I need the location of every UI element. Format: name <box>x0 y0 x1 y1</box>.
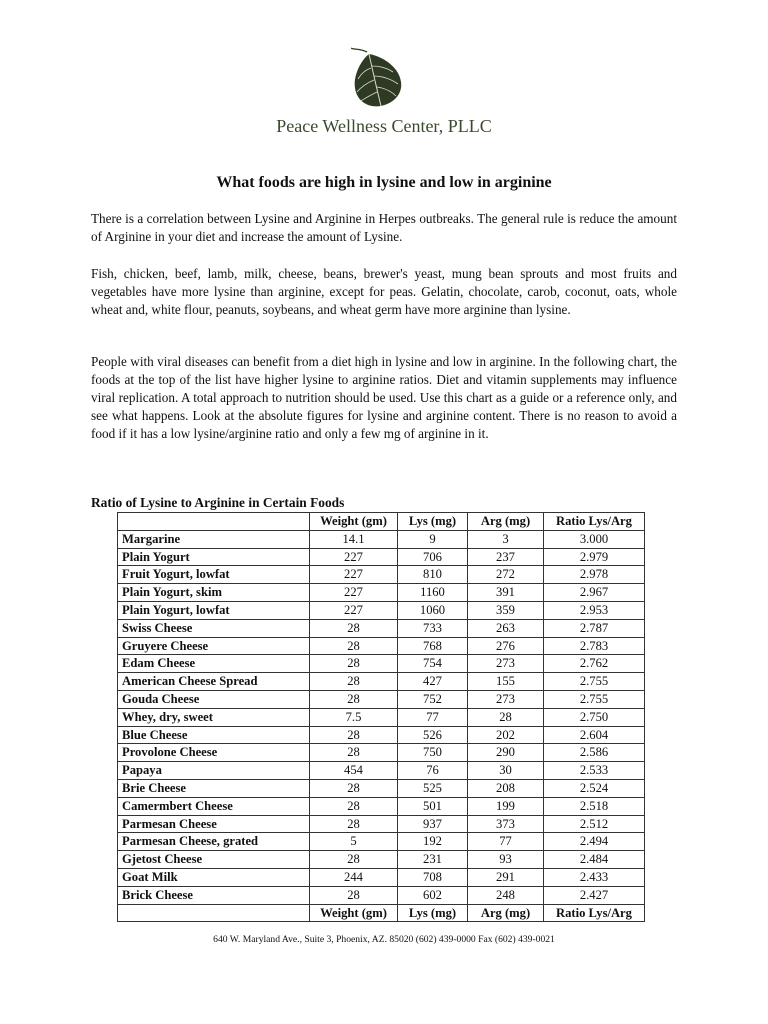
value-cell: 2.783 <box>544 637 645 655</box>
value-cell: 30 <box>468 762 544 780</box>
value-cell: 359 <box>468 601 544 619</box>
value-cell: 2.518 <box>544 797 645 815</box>
table-row <box>118 601 645 619</box>
food-name-cell: American Cheese Spread <box>118 673 310 691</box>
value-cell: 202 <box>468 726 544 744</box>
value-cell: 768 <box>398 637 468 655</box>
value-cell: 2.604 <box>544 726 645 744</box>
value-cell: 526 <box>398 726 468 744</box>
value-cell: 28 <box>310 726 398 744</box>
value-cell: 28 <box>310 797 398 815</box>
column-footer: Arg (mg) <box>468 904 544 922</box>
value-cell: 2.755 <box>544 690 645 708</box>
value-cell: 2.967 <box>544 584 645 602</box>
value-cell: 227 <box>310 548 398 566</box>
value-cell: 752 <box>398 690 468 708</box>
value-cell: 2.586 <box>544 744 645 762</box>
column-header <box>118 513 310 531</box>
table-row <box>118 779 645 797</box>
value-cell: 810 <box>398 566 468 584</box>
value-cell: 28 <box>310 655 398 673</box>
food-name-cell: Swiss Cheese <box>118 619 310 637</box>
paragraph: Fish, chicken, beef, lamb, milk, cheese, beans, brewer's yeast, mung bean sprouts and most fruits and vegetables have more lysine than arginine, except for peas. Gelatin, chocolate, carob, coconut, oats, whole wheat and, white flour, peanuts, soybeans, and wheat germ have more arginine than lysine. <box>91 266 677 318</box>
value-cell: 273 <box>468 690 544 708</box>
value-cell: 1160 <box>398 584 468 602</box>
value-cell: 602 <box>398 886 468 904</box>
value-cell: 192 <box>398 833 468 851</box>
value-cell: 290 <box>468 744 544 762</box>
table-row <box>118 815 645 833</box>
value-cell: 2.762 <box>544 655 645 673</box>
value-cell: 263 <box>468 619 544 637</box>
value-cell: 248 <box>468 886 544 904</box>
value-cell: 231 <box>398 851 468 869</box>
value-cell: 525 <box>398 779 468 797</box>
value-cell: 208 <box>468 779 544 797</box>
value-cell: 28 <box>310 673 398 691</box>
food-name-cell: Gruyere Cheese <box>118 637 310 655</box>
table-row <box>118 566 645 584</box>
table-row <box>118 637 645 655</box>
value-cell: 7.5 <box>310 708 398 726</box>
table-row <box>118 548 645 566</box>
paragraph: People with viral diseases can benefit from a diet high in lysine and low in arginine. In the following chart, the foods at the top of the list have higher lysine to arginine ratios. Diet and vitamin supplements may influence viral replication. A total approach to nutrition should be used. Use this chart as a guide or a reference only, and see what happens. Look at the absolute figures for lysine and arginine content. There is no reason to avoid a food if it has a low lysine/arginine ratio and only a few mg of arginine in it. <box>91 354 677 442</box>
value-cell: 28 <box>310 637 398 655</box>
table-row <box>118 530 645 548</box>
column-footer: Lys (mg) <box>398 904 468 922</box>
value-cell: 2.484 <box>544 851 645 869</box>
value-cell: 2.433 <box>544 868 645 886</box>
value-cell: 2.533 <box>544 762 645 780</box>
value-cell: 2.979 <box>544 548 645 566</box>
page-title: What foods are high in lysine and low in arginine <box>216 174 552 191</box>
column-footer: Ratio Lys/Arg <box>544 904 645 922</box>
value-cell: 937 <box>398 815 468 833</box>
value-cell: 28 <box>310 815 398 833</box>
value-cell: 77 <box>468 833 544 851</box>
table-footer-row <box>118 904 645 922</box>
food-name-cell: Brick Cheese <box>118 886 310 904</box>
table-row <box>118 744 645 762</box>
table-header-row <box>118 513 645 531</box>
table-row <box>118 708 645 726</box>
table-row <box>118 868 645 886</box>
table-row <box>118 655 645 673</box>
food-name-cell: Plain Yogurt, skim <box>118 584 310 602</box>
food-name-cell: Gjetost Cheese <box>118 851 310 869</box>
food-name-cell: Parmesan Cheese, grated <box>118 833 310 851</box>
food-name-cell: Parmesan Cheese <box>118 815 310 833</box>
value-cell: 2.494 <box>544 833 645 851</box>
value-cell: 155 <box>468 673 544 691</box>
food-name-cell: Whey, dry, sweet <box>118 708 310 726</box>
food-name-cell: Papaya <box>118 762 310 780</box>
food-name-cell: Plain Yogurt <box>118 548 310 566</box>
food-name-cell: Camermbert Cheese <box>118 797 310 815</box>
value-cell: 237 <box>468 548 544 566</box>
value-cell: 28 <box>310 779 398 797</box>
value-cell: 706 <box>398 548 468 566</box>
food-name-cell: Edam Cheese <box>118 655 310 673</box>
value-cell: 77 <box>398 708 468 726</box>
table-row <box>118 690 645 708</box>
food-name-cell: Gouda Cheese <box>118 690 310 708</box>
table-caption: Ratio of Lysine to Arginine in Certain Foods <box>91 495 345 510</box>
value-cell: 28 <box>310 744 398 762</box>
org-name: Peace Wellness Center, PLLC <box>276 116 492 136</box>
column-header: Ratio Lys/Arg <box>544 513 645 531</box>
value-cell: 28 <box>310 690 398 708</box>
column-header: Weight (gm) <box>310 513 398 531</box>
column-footer <box>118 904 310 922</box>
value-cell: 14.1 <box>310 530 398 548</box>
value-cell: 5 <box>310 833 398 851</box>
table-row <box>118 851 645 869</box>
value-cell: 273 <box>468 655 544 673</box>
value-cell: 276 <box>468 637 544 655</box>
table-row <box>118 762 645 780</box>
value-cell: 454 <box>310 762 398 780</box>
column-footer: Weight (gm) <box>310 904 398 922</box>
value-cell: 291 <box>468 868 544 886</box>
value-cell: 2.427 <box>544 886 645 904</box>
value-cell: 2.787 <box>544 619 645 637</box>
value-cell: 227 <box>310 566 398 584</box>
food-name-cell: Fruit Yogurt, lowfat <box>118 566 310 584</box>
value-cell: 227 <box>310 584 398 602</box>
value-cell: 427 <box>398 673 468 691</box>
value-cell: 501 <box>398 797 468 815</box>
lysine-arginine-table <box>117 512 645 922</box>
column-header: Lys (mg) <box>398 513 468 531</box>
value-cell: 28 <box>468 708 544 726</box>
leaf-icon <box>351 46 403 108</box>
table-row <box>118 797 645 815</box>
value-cell: 708 <box>398 868 468 886</box>
value-cell: 2.953 <box>544 601 645 619</box>
food-name-cell: Goat Milk <box>118 868 310 886</box>
value-cell: 93 <box>468 851 544 869</box>
address-footer: 640 W. Maryland Ave., Suite 3, Phoenix, AZ. 85020 (602) 439-0000 Fax (602) 439-0021 <box>213 934 555 945</box>
value-cell: 227 <box>310 601 398 619</box>
value-cell: 28 <box>310 619 398 637</box>
value-cell: 76 <box>398 762 468 780</box>
table-row <box>118 673 645 691</box>
value-cell: 2.978 <box>544 566 645 584</box>
value-cell: 2.750 <box>544 708 645 726</box>
food-name-cell: Plain Yogurt, lowfat <box>118 601 310 619</box>
food-name-cell: Provolone Cheese <box>118 744 310 762</box>
table-row <box>118 886 645 904</box>
value-cell: 9 <box>398 530 468 548</box>
value-cell: 272 <box>468 566 544 584</box>
value-cell: 244 <box>310 868 398 886</box>
value-cell: 3 <box>468 530 544 548</box>
paragraph: There is a correlation between Lysine and Arginine in Herpes outbreaks. The general rule is reduce the amount of Arginine in your diet and increase the amount of Lysine. <box>91 211 677 245</box>
value-cell: 2.755 <box>544 673 645 691</box>
value-cell: 28 <box>310 886 398 904</box>
value-cell: 28 <box>310 851 398 869</box>
table-row <box>118 619 645 637</box>
value-cell: 750 <box>398 744 468 762</box>
value-cell: 199 <box>468 797 544 815</box>
value-cell: 391 <box>468 584 544 602</box>
food-name-cell: Margarine <box>118 530 310 548</box>
column-header: Arg (mg) <box>468 513 544 531</box>
value-cell: 1060 <box>398 601 468 619</box>
food-name-cell: Brie Cheese <box>118 779 310 797</box>
value-cell: 3.000 <box>544 530 645 548</box>
value-cell: 733 <box>398 619 468 637</box>
table-row <box>118 584 645 602</box>
table-row <box>118 726 645 744</box>
value-cell: 373 <box>468 815 544 833</box>
value-cell: 2.524 <box>544 779 645 797</box>
food-name-cell: Blue Cheese <box>118 726 310 744</box>
value-cell: 2.512 <box>544 815 645 833</box>
value-cell: 754 <box>398 655 468 673</box>
table-row <box>118 833 645 851</box>
